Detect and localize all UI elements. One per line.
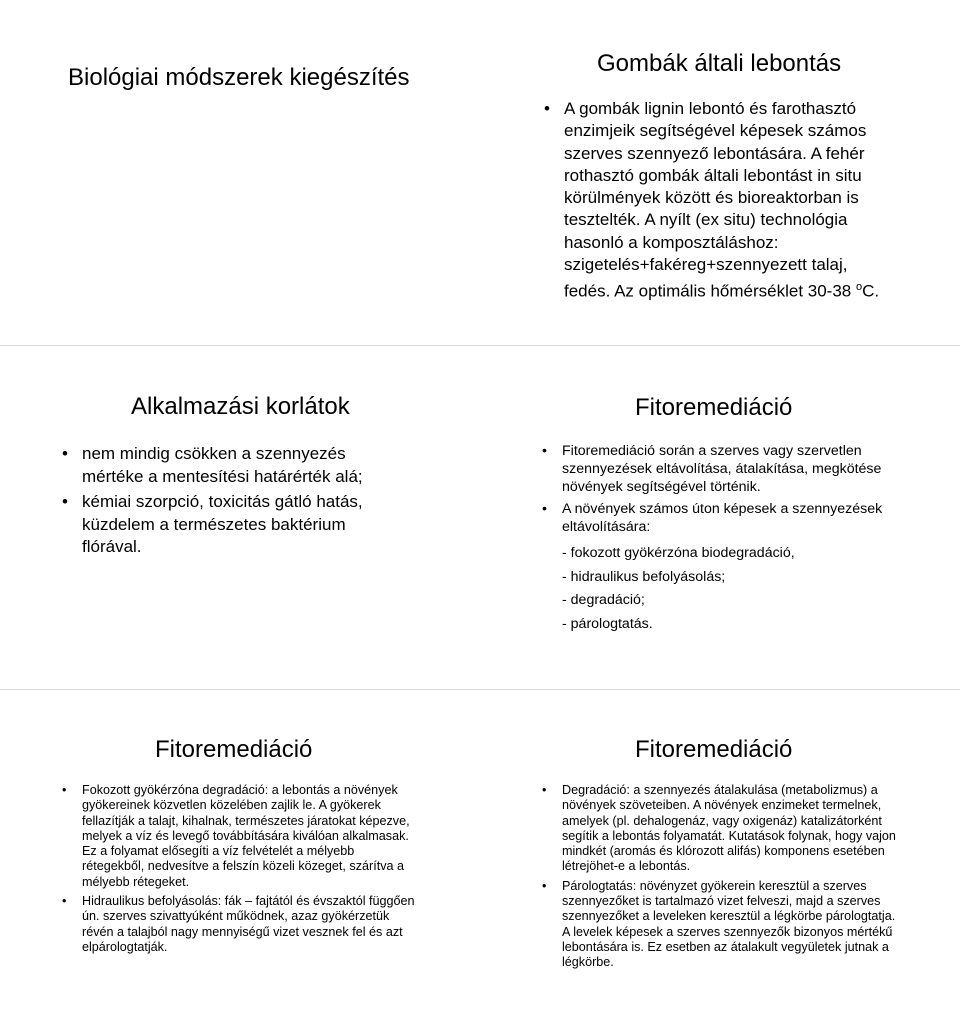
bullet-icon: •	[542, 443, 547, 459]
slide-1-title: Biológiai módszerek kiegészítés	[68, 64, 410, 91]
bullet-icon: •	[542, 500, 547, 517]
slide-4	[480, 346, 960, 689]
slide-4-bullet-text: A növények számos úton képesek a szennyezések eltávolítására:	[562, 500, 883, 535]
slide-2	[480, 0, 960, 345]
degree-unit: C.	[862, 282, 880, 302]
list-item	[60, 491, 395, 559]
slide-5-title: Fitoremediáció	[155, 736, 313, 763]
slide-6-title: Fitoremediáció	[635, 736, 793, 763]
slide-5-bullet-text: Hidraulikus befolyásolás: fák – fajtától és évszaktól függően ún. szerves szivattyúként működnek, azaz gyökérzetük révén a talajból nagy mennyiségű vizet vesznek fel és azt elpárologtatják.	[82, 894, 415, 954]
bullet-icon: •	[542, 878, 547, 893]
slide-4-title: Fitoremediáció	[635, 394, 793, 421]
list-item	[540, 783, 900, 875]
slide-2-bullet-list	[542, 98, 882, 303]
bullet-icon: •	[544, 99, 550, 118]
list-item	[60, 443, 395, 488]
slide-1	[0, 0, 480, 345]
slide-3	[0, 346, 480, 689]
list-item	[542, 98, 882, 303]
bullet-icon: •	[62, 894, 67, 909]
slide-2-bullet-text: A gombák lignin lebontó és farothasztó enzimjeik segítségével képesek számos szerves szennyező lebontására. A fehér rothasztó gombák általi lebontást in situ körülmények között és bioreaktorban is tesztelték. A nyílt (ex situ) technológia hasonló a komposztáláshoz: szigetelés+fakéreg+szennyezett talaj, fedés. Az optimális hőmérséklet 30-38	[564, 99, 867, 302]
slide-6-bullet-text: Párologtatás: növényzet gyökerein keresztül a szerves szennyezőket is tartalmazó vizet felveszi, majd a szerves szennyezőket a leveleken keresztül a légkörbe párologtatja. A levelek képesek a szerves szennyezők bizonyos mértékű lebontására is. Ez esetben az átalakult vegyületek jutnak a légkörbe.	[562, 878, 896, 970]
slide-3-bullet-text: nem mindig csökken a szennyezés mértéke a mentesítési határérték alá;	[82, 444, 363, 486]
slide-6-bullet-text: Degradáció: a szennyezés átalakulása (metabolizmus) a növények szöveteiben. A növények enzimeket termelnek, amelyek (pl. dehalogenáz, vagy oxigenáz) katalizátorként segítik a lebontás folyamatát. Kutatások folynak, hogy vajon mindkét (aromás és klórozott alifás) komponens esetében létrejöhet-e a lebontás.	[562, 783, 896, 874]
list-item	[60, 783, 420, 890]
bullet-icon: •	[62, 783, 67, 797]
bullet-icon: •	[542, 783, 547, 797]
slide-5-bullet-list	[60, 783, 420, 955]
slide-4-bullet-text: Fitoremediáció során a szerves vagy szervetlen szennyezések eltávolítása, átalakítása, megkötése növények segítségével történik.	[562, 443, 882, 496]
list-item: - degradáció;	[562, 592, 645, 608]
slide-6	[480, 690, 960, 1035]
degree-superscript: o	[856, 281, 863, 294]
slide-3-title: Alkalmazási korlátok	[131, 393, 350, 420]
list-item	[540, 442, 900, 497]
list-item	[60, 894, 420, 955]
bullet-icon: •	[62, 444, 68, 463]
slide-5-bullet-text: Fokozott gyökérzóna degradáció: a lebontás a növények gyökereinek közvetlen közelében zajlik le. A gyökerek fellazítják a talajt, kihalnak, természetes járatokat képezve, melyek a víz és levegő továbbítására kiválóan alkalmasak. Ez a folyamat elősegíti a víz felvételét a mélyebb rétegekből, nedvesítve a felszín közeli közeget, szárítva a mélyebb rétegeket.	[82, 783, 410, 889]
bullet-icon: •	[62, 492, 68, 511]
slide-5	[0, 690, 480, 1035]
slide-6-bullet-list	[540, 783, 900, 971]
slide-3-bullet-list	[60, 443, 395, 559]
list-item: - hidraulikus befolyásolás;	[562, 568, 726, 585]
slide-4-bullet-list	[540, 442, 900, 541]
list-item	[540, 500, 900, 536]
slide-4-sub-list	[562, 542, 795, 636]
slide-2-title: Gombák általi lebontás	[597, 50, 842, 77]
slide-3-bullet-text: kémiai szorpció, toxicitás gátló hatás, küzdelem a természetes baktérium flórával.	[82, 492, 363, 556]
list-item: - párologtatás.	[562, 615, 653, 632]
list-item: - fokozott gyökérzóna biodegradáció,	[562, 545, 795, 561]
list-item	[540, 879, 900, 971]
